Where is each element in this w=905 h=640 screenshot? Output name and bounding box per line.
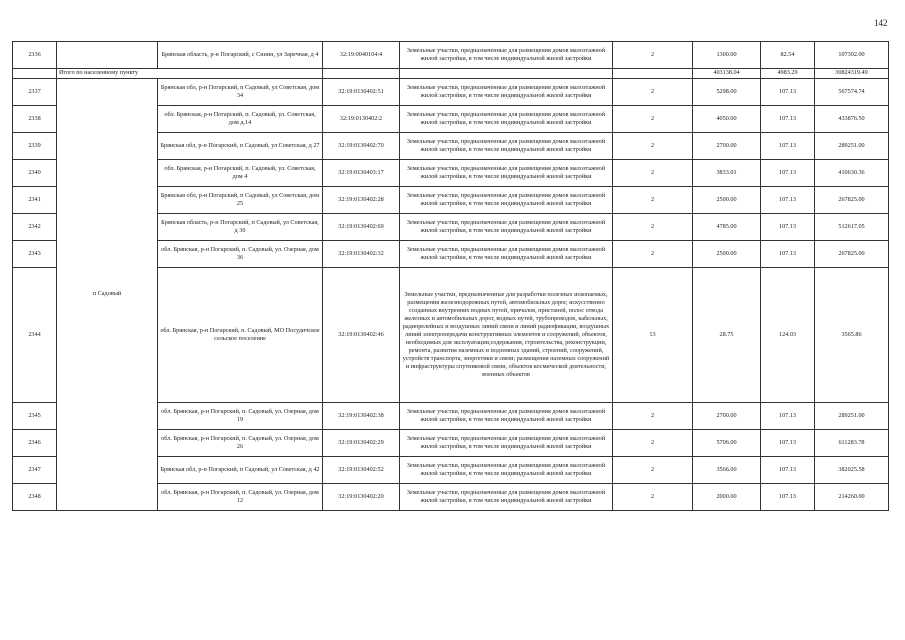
address-cell: Брянская обл, р-н Погарский, п Садовый, ул Советская, дом 34 xyxy=(158,79,323,106)
row-number: 2343 xyxy=(13,241,57,268)
subtotal-label: Итого по населенному пункту xyxy=(57,69,323,79)
subtotal-area: 403138.04 xyxy=(693,69,761,79)
subtotal-empty-cell xyxy=(400,69,613,79)
area-cell: 1300.00 xyxy=(693,42,761,69)
row-number: 2345 xyxy=(13,403,57,430)
rate-cell: 107.13 xyxy=(761,457,815,484)
land-use-cell: Земельные участки, предназначенные для размещения домов малоэтажной жилой застройки, в том числе индивидуальной жилой застройки xyxy=(400,42,613,69)
land-use-cell: Земельные участки, предназначенные для размещения домов малоэтажной жилой застройки, в том числе индивидуальной жилой застройки xyxy=(400,133,613,160)
count-cell: 2 xyxy=(613,484,693,511)
subtotal-row xyxy=(13,69,889,79)
subtotal-empty-cell xyxy=(13,69,57,79)
cadastral-number-cell: 32:19:0130402:29 xyxy=(323,430,400,457)
cadastral-number-cell: 32:19:0130402:52 xyxy=(323,457,400,484)
land-use-cell: Земельные участки, предназначенные для размещения домов малоэтажной жилой застройки, в том числе индивидуальной жилой застройки xyxy=(400,241,613,268)
row-number: 2342 xyxy=(13,214,57,241)
count-cell: 2 xyxy=(613,79,693,106)
address-cell: Брянская область, р-н Погарский, с Синин, ул Заречная, д 4 xyxy=(158,42,323,69)
address-cell: обл. Брянская, р-н Погарский, п. Садовый, ул. Озерная, дом 19 xyxy=(158,403,323,430)
land-use-cell: Земельные участки, предназначенные для размещения домов малоэтажной жилой застройки, в том числе индивидуальной жилой застройки xyxy=(400,187,613,214)
count-cell: 13 xyxy=(613,268,693,403)
value-cell: 512617.05 xyxy=(815,214,889,241)
land-registry-table xyxy=(12,41,889,511)
area-cell: 5298.00 xyxy=(693,79,761,106)
locality-name: п Садовый xyxy=(57,79,158,511)
land-use-cell: Земельные участки, предназначенные для размещения домов малоэтажной жилой застройки, в том числе индивидуальной жилой застройки xyxy=(400,403,613,430)
address-cell: Брянская обл, р-н Погарский, п Садовый, ул Советская, д 42 xyxy=(158,457,323,484)
rate-cell: 107.13 xyxy=(761,106,815,133)
area-cell: 2700.00 xyxy=(693,403,761,430)
area-cell: 4050.00 xyxy=(693,106,761,133)
value-cell: 567574.74 xyxy=(815,79,889,106)
row-number: 2341 xyxy=(13,187,57,214)
land-use-cell: Земельные участки, предназначенные для размещения домов малоэтажной жилой застройки, в том числе индивидуальной жилой застройки xyxy=(400,484,613,511)
rate-cell: 107.13 xyxy=(761,484,815,511)
page-number: 142 xyxy=(874,18,888,28)
row-number: 2344 xyxy=(13,268,57,403)
subtotal-rate: 4983.29 xyxy=(761,69,815,79)
address-cell: обл. Брянская, р-н Погарский, п. Садовый, ул. Советская, дом д.14 xyxy=(158,106,323,133)
area-cell: 2500.00 xyxy=(693,241,761,268)
value-cell: 289251.00 xyxy=(815,133,889,160)
rate-cell: 82.54 xyxy=(761,42,815,69)
table-row xyxy=(13,42,889,69)
row-number: 2339 xyxy=(13,133,57,160)
cadastral-number-cell: 32:19:0130402:69 xyxy=(323,214,400,241)
count-cell: 2 xyxy=(613,187,693,214)
address-cell: обл. Брянская, р-н Погарский, п. Садовый, ул. Озерная, дом 26 xyxy=(158,430,323,457)
subtotal-empty-cell xyxy=(613,69,693,79)
cadastral-number-cell: 32:19:0130402:46 xyxy=(323,268,400,403)
cadastral-number-cell: 32:19:0130402:20 xyxy=(323,484,400,511)
area-cell: 28.75 xyxy=(693,268,761,403)
count-cell: 2 xyxy=(613,430,693,457)
address-cell: Брянская область, р-н Погарский, п Садовый, ул Советская, д 30 xyxy=(158,214,323,241)
land-use-cell: Земельные участки, предназначенные для размещения домов малоэтажной жилой застройки, в том числе индивидуальной жилой застройки xyxy=(400,430,613,457)
count-cell: 2 xyxy=(613,214,693,241)
area-cell: 2700.00 xyxy=(693,133,761,160)
cadastral-number-cell: 32:19:0130402:28 xyxy=(323,187,400,214)
value-cell: 433876.50 xyxy=(815,106,889,133)
address-cell: обл. Брянская, р-н Погарский, п. Садовый, ул. Озерная, дом 12 xyxy=(158,484,323,511)
rate-cell: 107.13 xyxy=(761,160,815,187)
table-row xyxy=(13,79,889,106)
count-cell: 2 xyxy=(613,42,693,69)
area-cell: 3833.01 xyxy=(693,160,761,187)
value-cell: 107302.00 xyxy=(815,42,889,69)
value-cell: 382025.58 xyxy=(815,457,889,484)
land-use-cell: Земельные участки, предназначенные для размещения домов малоэтажной жилой застройки, в том числе индивидуальной жилой застройки xyxy=(400,214,613,241)
area-cell: 5706.00 xyxy=(693,430,761,457)
cadastral-number-cell: 32:19:0130402:2 xyxy=(323,106,400,133)
count-cell: 2 xyxy=(613,106,693,133)
count-cell: 2 xyxy=(613,133,693,160)
value-cell: 289251.00 xyxy=(815,403,889,430)
rate-cell: 107.13 xyxy=(761,79,815,106)
subtotal-empty-cell xyxy=(323,69,400,79)
row-number: 2348 xyxy=(13,484,57,511)
cadastral-number-cell: 32:19:0130403:17 xyxy=(323,160,400,187)
value-cell: 3565.86 xyxy=(815,268,889,403)
cadastral-number-cell: 32:19:0040104:4 xyxy=(323,42,400,69)
rate-cell: 107.13 xyxy=(761,430,815,457)
address-cell: обл. Брянская, р-н Погарский, п. Садовый, ул. Озерная, дом 36 xyxy=(158,241,323,268)
value-cell: 267825.00 xyxy=(815,241,889,268)
count-cell: 2 xyxy=(613,241,693,268)
land-use-cell: Земельные участки, предназначенные для размещения домов малоэтажной жилой застройки, в том числе индивидуальной жилой застройки xyxy=(400,160,613,187)
value-cell: 267825.00 xyxy=(815,187,889,214)
value-cell: 214260.00 xyxy=(815,484,889,511)
rate-cell: 107.13 xyxy=(761,403,815,430)
rate-cell: 107.13 xyxy=(761,241,815,268)
cadastral-number-cell: 32:19:0130402:70 xyxy=(323,133,400,160)
area-cell: 2500.00 xyxy=(693,187,761,214)
row-number: 2340 xyxy=(13,160,57,187)
count-cell: 2 xyxy=(613,457,693,484)
value-cell: 611283.78 xyxy=(815,430,889,457)
row-number: 2347 xyxy=(13,457,57,484)
area-cell: 3566.00 xyxy=(693,457,761,484)
land-use-cell: Земельные участки, предназначенные для разработки полезных ископаемых, размещения железнодорожных путей, автомобильных дорог, искусственно созданных внутренних водных путей, причалов, пристаней, полос отвода железных и автомобильных дорог, водных путей, трубопроводов, кабельных, радиорелейных и воздушных линий связи и линий радиофикации, воздушных линий электропередачи конструктивных элементов и сооружений, объектов, необходимых для эксплуатации,содержания, строительства, реконструкции, ремонта, развития наземных и подземных зданий, строений, сооружений, устройств транспорта, энергетики и связи; размещения наземных сооружений и инфраструктуры спутниковой связи, объектов космической деятельности, военных объектов xyxy=(400,268,613,403)
count-cell: 2 xyxy=(613,403,693,430)
rate-cell: 124.03 xyxy=(761,268,815,403)
row-number: 2346 xyxy=(13,430,57,457)
rate-cell: 107.13 xyxy=(761,214,815,241)
rate-cell: 107.13 xyxy=(761,187,815,214)
cadastral-number-cell: 32:19:0130402:51 xyxy=(323,79,400,106)
rate-cell: 107.13 xyxy=(761,133,815,160)
land-use-cell: Земельные участки, предназначенные для размещения домов малоэтажной жилой застройки, в том числе индивидуальной жилой застройки xyxy=(400,457,613,484)
cadastral-number-cell: 32:19:0130402:38 xyxy=(323,403,400,430)
land-use-cell: Земельные участки, предназначенные для размещения домов малоэтажной жилой застройки, в том числе индивидуальной жилой застройки xyxy=(400,106,613,133)
address-cell: обл. Брянская, р-н Погарский, п. Садовый, МО Посудичское сельское поселение xyxy=(158,268,323,403)
subtotal-value: 30824319.49 xyxy=(815,69,889,79)
row-number: 2338 xyxy=(13,106,57,133)
land-use-cell: Земельные участки, предназначенные для размещения домов малоэтажной жилой застройки, в том числе индивидуальной жилой застройки xyxy=(400,79,613,106)
count-cell: 2 xyxy=(613,160,693,187)
row-number: 2336 xyxy=(13,42,57,69)
value-cell: 410630.36 xyxy=(815,160,889,187)
address-cell: Брянская обл, р-н Погарский, п Садовый, ул Советская, д 27 xyxy=(158,133,323,160)
area-cell: 4785.00 xyxy=(693,214,761,241)
locality-cell xyxy=(57,42,158,69)
area-cell: 2000.00 xyxy=(693,484,761,511)
row-number: 2337 xyxy=(13,79,57,106)
cadastral-number-cell: 32:19:0130402:32 xyxy=(323,241,400,268)
address-cell: Брянская обл, р-н Погарский, п Садовый, ул Советская, дом 25 xyxy=(158,187,323,214)
address-cell: обл. Брянская, р-н Погарский, п. Садовый, ул. Советская, дом 4 xyxy=(158,160,323,187)
